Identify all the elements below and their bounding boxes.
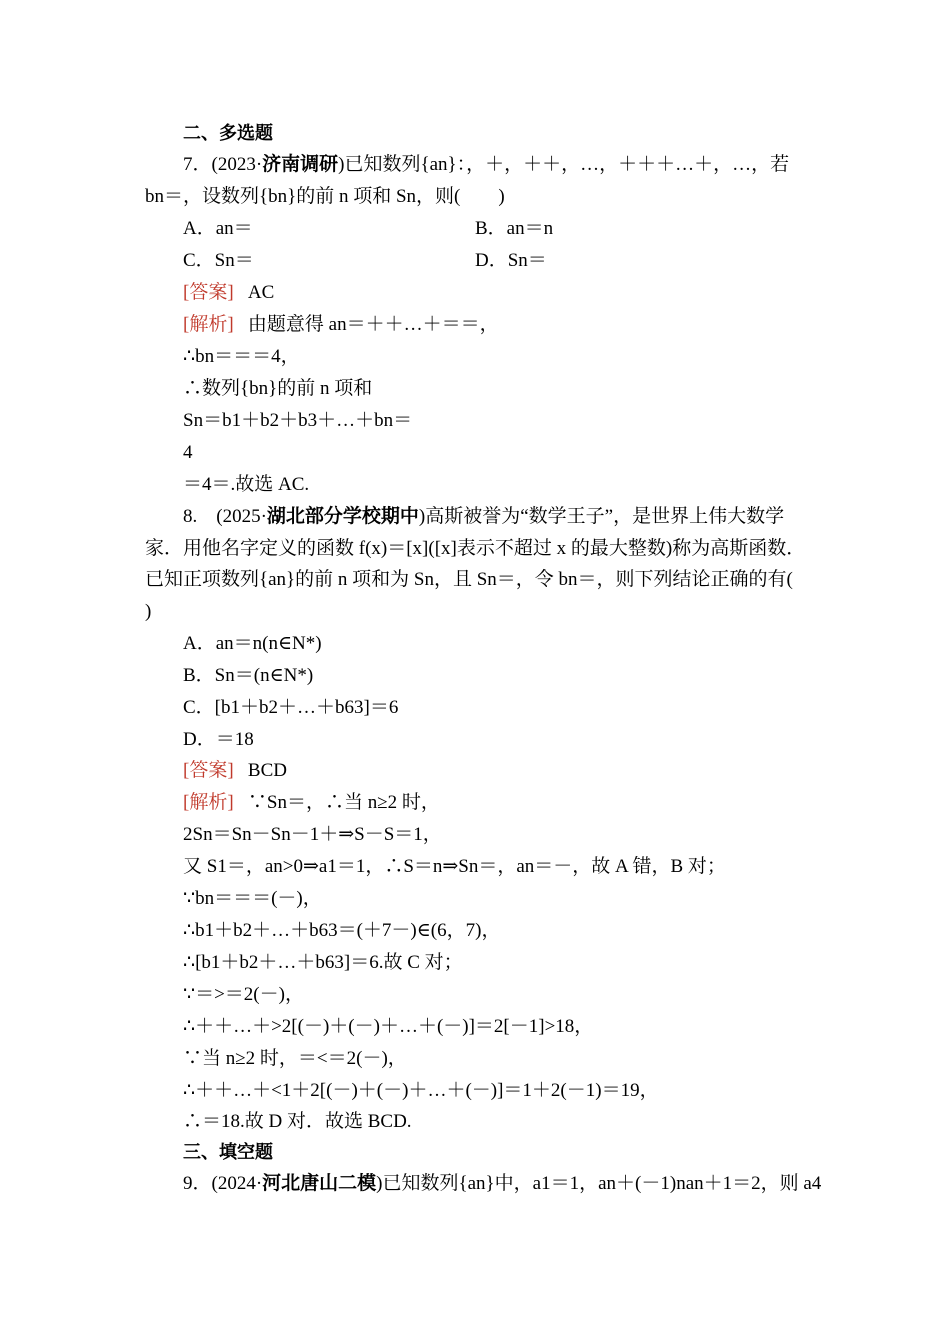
q8-option-c: C．[b1＋b2＋…＋b63]＝6 [183,697,399,718]
q7-stem-line1 [183,153,789,177]
q9-source: 河北唐山二模 [262,1173,377,1194]
q8-analysis-tag: [解析] [183,792,234,813]
q8-analysis-line4: ∵bn＝＝＝(－)， [183,888,322,909]
q8-analysis-text: ∵Sn＝，∴当 n≥2 时， [247,792,440,813]
q8-analysis-line7: ∵＝>＝2(－)， [183,984,304,1005]
q8-option-a: A．an＝n(n∈N*) [183,633,322,654]
q7-stem-text: )已知数列{an}：，＋，＋＋，…，＋＋＋…＋，…，若 [338,154,790,175]
q7-option-b: B．an＝n [475,218,554,239]
q8-analysis-line8: ∴＋＋…＋>2[(－)＋(－)＋…＋(－)]＝2[－1]>18， [183,1016,594,1037]
q7-analysis-line1 [183,313,499,337]
q7-answer-line [183,281,274,305]
q8-number: 8. (2025· [183,506,267,527]
q7-analysis-line3: ∴数列{bn}的前 n 项和 [183,378,373,399]
q7-source: 济南调研 [262,154,339,175]
q8-stem-line4: ) [145,601,152,622]
section-title-multiple-choice: 二、多选题 [183,123,273,144]
q8-stem-line2: 家．用他名字定义的函数 f(x)＝[x]([x]表示不超过 x 的最大整数)称为高斯函数． [145,538,806,559]
q8-answer: BCD [247,760,287,781]
q8-option-b: B．Sn＝(n∈N*) [183,665,314,686]
q8-analysis-line2: 2Sn＝Sn－Sn－1＋⇒S－S＝1， [183,824,442,845]
q7-answer-tag: [答案] [183,282,234,303]
q8-analysis-line5: ∴b1＋b2＋…＋b63＝(＋7－)∈(6，7)， [183,920,501,941]
q8-stem-text: )高斯被誉为“数学王子”，是世界上伟大数学 [418,506,785,527]
q9-number: 9．(2024· [183,1173,263,1194]
q7-analysis-tag: [解析] [183,314,234,335]
q8-answer-line [183,759,287,783]
q7-analysis-text: 由题意得 an＝＋＋…＋＝＝， [247,314,499,335]
q7-analysis-line6: ＝4＝.故选 AC. [183,474,310,495]
q7-analysis-line4: Sn＝b1＋b2＋b3＋…＋bn＝ [183,410,413,431]
q8-answer-tag: [答案] [183,760,234,781]
q7-analysis-line2: ∴bn＝＝＝4， [183,346,300,367]
q8-stem-line1 [183,505,784,529]
q7-option-a: A．an＝ [183,218,253,239]
q8-option-d: D．＝18 [183,729,254,750]
q8-source: 湖北部分学校期中 [266,506,419,527]
q8-analysis-line9: ∵当 n≥2 时，＝<＝2(－)， [183,1048,407,1069]
q8-analysis-line3: 又 S1＝，an>0⇒a1＝1，∴S＝n⇒Sn＝，an＝－，故 A 错，B 对； [183,856,726,877]
q8-analysis-line11: ∴＝18.故 D 对．故选 BCD. [183,1111,412,1132]
q9-stem-line1 [183,1172,821,1196]
q8-stem-line3: 已知正项数列{an}的前 n 项和为 Sn，且 Sn＝，令 bn＝，则下列结论正确的有( [145,569,793,590]
q7-answer: AC [247,282,275,303]
q7-option-d: D．Sn＝ [475,250,547,271]
q8-analysis-line6: ∴[b1＋b2＋…＋b63]＝6.故 C 对； [183,952,463,973]
q8-analysis-line1 [183,791,440,815]
q7-option-c: C．Sn＝ [183,250,254,271]
section-title-fill-in: 三、填空题 [183,1142,273,1163]
q7-stem-line2: bn＝，设数列{bn}的前 n 项和 Sn，则( ) [145,186,505,207]
q7-analysis-line5: 4 [183,442,193,463]
q8-analysis-line10: ∴＋＋…＋<1＋2[(－)＋(－)＋…＋(－)]＝1＋2(－1)＝19， [183,1080,659,1101]
q9-stem-text: )已知数列{an}中，a1＝1，an＋(－1)nan＋1＝2，则 a4 [376,1173,822,1194]
q7-number: 7．(2023· [183,154,263,175]
